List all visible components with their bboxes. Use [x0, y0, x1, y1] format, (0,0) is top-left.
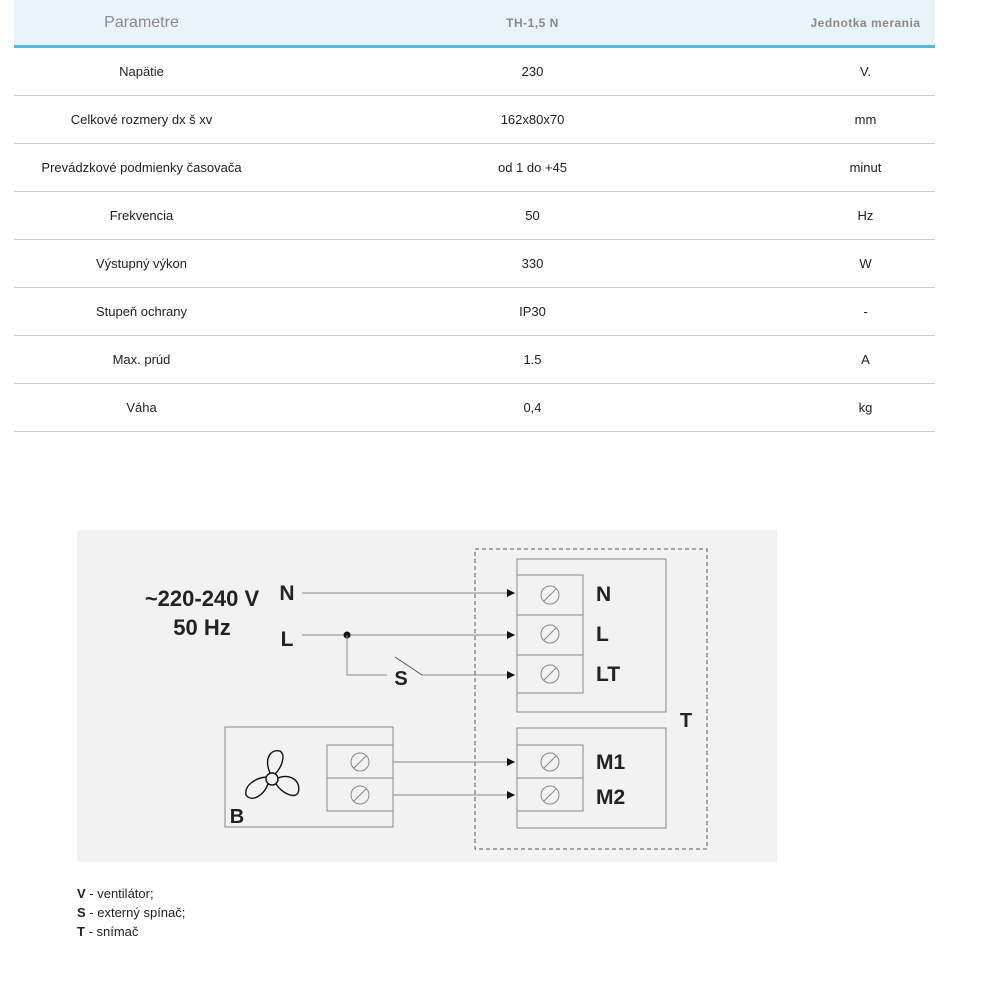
table-row — [14, 144, 935, 192]
table-row — [14, 336, 935, 384]
legend-key: T — [77, 924, 85, 939]
param-cell: Frekvencia — [14, 192, 269, 240]
screw-icon — [541, 625, 559, 643]
unit-cell: - — [796, 288, 935, 336]
fan-label: B — [229, 806, 245, 828]
table-row — [14, 384, 935, 432]
sensor-enclosure — [475, 549, 707, 849]
legend-item — [77, 922, 185, 941]
terminal-l-label: L — [596, 623, 609, 646]
legend-item — [77, 903, 185, 922]
unit-cell: kg — [796, 384, 935, 432]
value-cell: IP30 — [269, 288, 796, 336]
table-row — [14, 240, 935, 288]
legend-text: - ventilátor; — [85, 886, 154, 901]
sensor-label: T — [679, 710, 693, 732]
input-n-label: N — [279, 582, 295, 605]
value-cell: 1.5 — [269, 336, 796, 384]
legend-item — [77, 884, 185, 903]
screw-icon — [541, 753, 559, 771]
wiring-diagram-svg — [77, 530, 777, 862]
terminal-l-box — [517, 615, 583, 655]
table-row — [14, 288, 935, 336]
table-row — [14, 96, 935, 144]
screw-icon — [541, 786, 559, 804]
screw-icon — [541, 665, 559, 683]
screw-icon — [541, 586, 559, 604]
value-cell: 330 — [269, 240, 796, 288]
wiring-diagram — [77, 530, 777, 862]
fan-housing — [225, 727, 393, 827]
upper-terminal-housing — [517, 559, 666, 712]
spec-table — [14, 0, 935, 432]
screw-icon — [351, 786, 369, 804]
unit-cell: Hz — [796, 192, 935, 240]
table-row — [14, 47, 935, 96]
param-cell: Napätie — [14, 47, 269, 96]
value-cell: od 1 do +45 — [269, 144, 796, 192]
value-cell: 162x80x70 — [269, 96, 796, 144]
input-l-label: L — [280, 628, 294, 651]
unit-cell: W — [796, 240, 935, 288]
screw-icon — [351, 753, 369, 771]
param-cell: Váha — [14, 384, 269, 432]
supply-voltage-label: ~220-240 V — [144, 586, 260, 611]
value-cell: 50 — [269, 192, 796, 240]
switch-label: S — [394, 668, 408, 690]
header-parametre: Parametre — [14, 0, 269, 47]
unit-cell: minut — [796, 144, 935, 192]
table-header-row — [14, 0, 935, 47]
unit-cell: mm — [796, 96, 935, 144]
value-cell: 230 — [269, 47, 796, 96]
terminal-n-label: N — [596, 583, 612, 606]
param-cell: Max. prúd — [14, 336, 269, 384]
param-cell: Prevádzkové podmienky časovača — [14, 144, 269, 192]
header-model: TH-1,5 N — [269, 0, 796, 47]
param-cell: Výstupný výkon — [14, 240, 269, 288]
legend-text: - snímač — [84, 924, 139, 939]
unit-cell: V. — [796, 47, 935, 96]
legend-key: S — [77, 905, 86, 920]
legend — [77, 884, 185, 941]
terminal-m2-label: M2 — [596, 786, 626, 809]
terminal-m1-label: M1 — [596, 751, 626, 774]
terminal-lt-label: LT — [596, 663, 621, 686]
legend-text: - externý spínač; — [85, 905, 186, 920]
param-cell: Celkové rozmery dx š xv — [14, 96, 269, 144]
param-cell: Stupeň ochrany — [14, 288, 269, 336]
legend-key: V — [77, 886, 86, 901]
supply-frequency-label: 50 Hz — [173, 615, 231, 640]
wire-switch-in — [347, 635, 387, 675]
value-cell: 0,4 — [269, 384, 796, 432]
fan-icon — [246, 751, 299, 798]
header-unit: Jednotka merania — [796, 0, 935, 47]
table-row — [14, 192, 935, 240]
unit-cell: A — [796, 336, 935, 384]
